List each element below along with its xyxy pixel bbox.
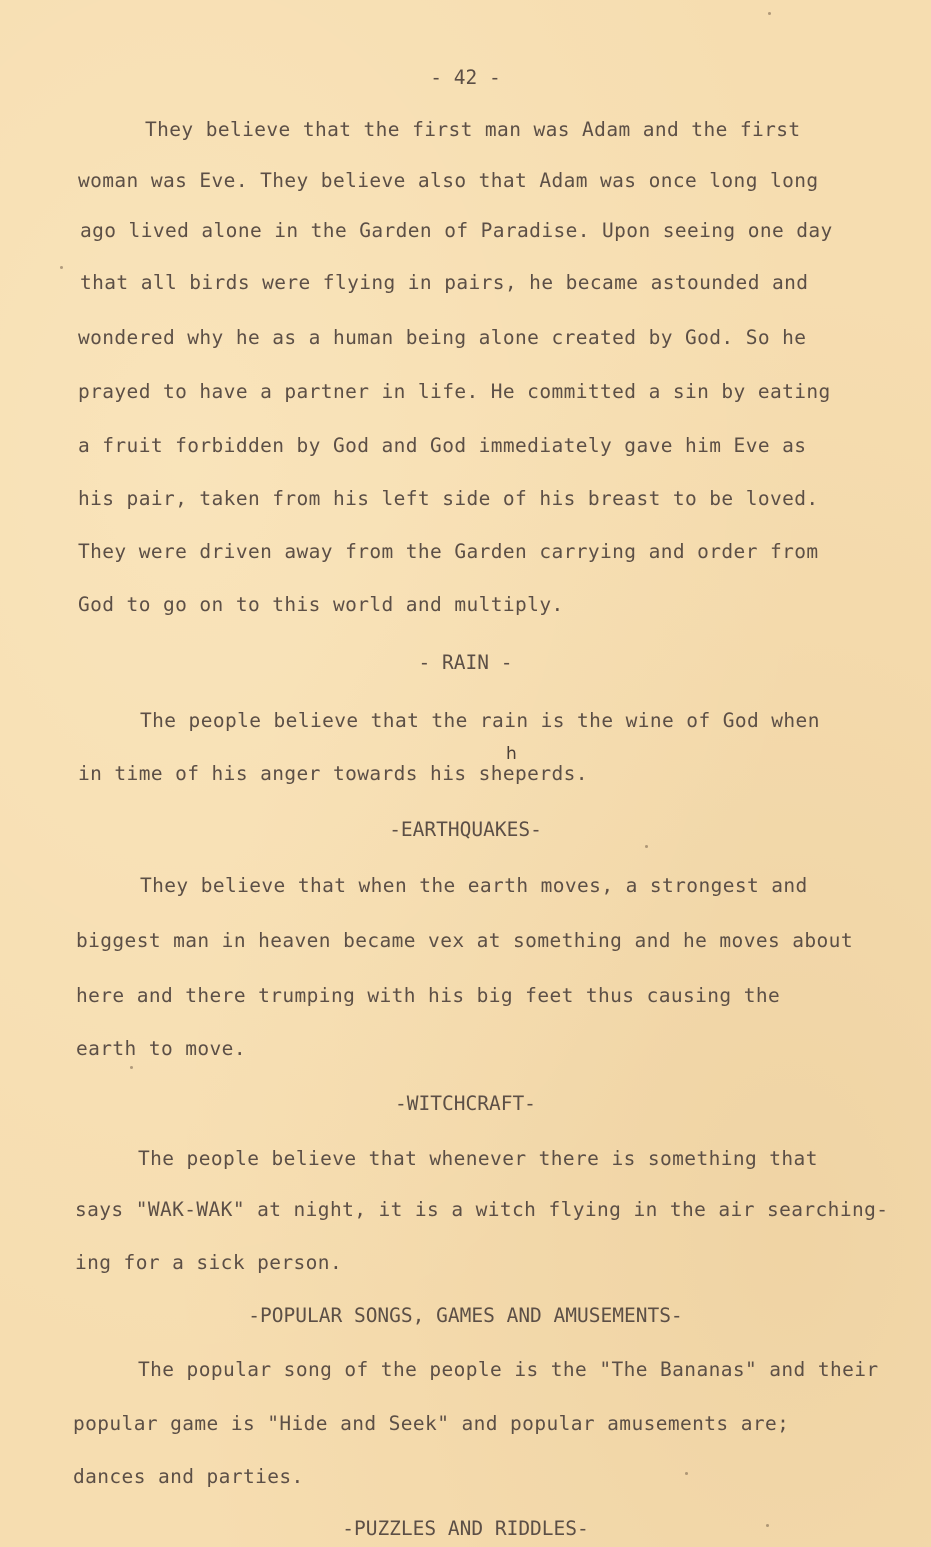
creation-line-1: They believe that the first man was Adam and the first bbox=[145, 118, 801, 141]
paper-speck bbox=[130, 1066, 133, 1069]
creation-line-5: wondered why he as a human being alone created by God. So he bbox=[78, 326, 807, 349]
creation-line-10: God to go on to this world and multiply. bbox=[78, 593, 564, 616]
earthquakes-line-2: biggest man in heaven became vex at something and he moves about bbox=[76, 929, 853, 952]
creation-line-6: prayed to have a partner in life. He committed a sin by eating bbox=[78, 380, 831, 403]
rain-line-2: in time of his anger towards his sheperds. bbox=[78, 762, 588, 785]
witchcraft-line-2: says "WAK-WAK" at night, it is a witch flying in the air searching- bbox=[75, 1198, 889, 1221]
creation-line-2: woman was Eve. They believe also that Adam was once long long bbox=[78, 169, 819, 192]
rain-line-1: The people believe that the rain is the wine of God when bbox=[140, 709, 820, 732]
songs-line-2: popular game is "Hide and Seek" and popular amusements are; bbox=[73, 1412, 790, 1435]
creation-line-7: a fruit forbidden by God and God immediately gave him Eve as bbox=[78, 434, 807, 457]
page-number: - 42 - bbox=[430, 66, 501, 89]
witchcraft-line-3: ing for a sick person. bbox=[75, 1251, 343, 1274]
handwritten-insert: h bbox=[506, 744, 517, 764]
witchcraft-heading: -WITCHCRAFT- bbox=[395, 1092, 536, 1115]
songs-heading: -POPULAR SONGS, GAMES AND AMUSEMENTS- bbox=[248, 1304, 683, 1327]
puzzles-heading: -PUZZLES AND RIDDLES- bbox=[342, 1517, 589, 1540]
creation-line-8: his pair, taken from his left side of his breast to be loved. bbox=[78, 487, 819, 510]
songs-line-3: dances and parties. bbox=[73, 1465, 304, 1488]
paper-speck bbox=[685, 1472, 688, 1475]
paper-speck bbox=[766, 1524, 769, 1527]
earthquakes-line-3: here and there trumping with his big feet thus causing the bbox=[76, 984, 781, 1007]
creation-line-4: that all birds were flying in pairs, he became astounded and bbox=[80, 271, 809, 294]
songs-line-1: The popular song of the people is the "The Bananas" and their bbox=[138, 1358, 879, 1381]
earthquakes-heading: -EARTHQUAKES- bbox=[389, 818, 542, 841]
creation-line-9: They were driven away from the Garden carrying and order from bbox=[78, 540, 819, 563]
creation-line-3: ago lived alone in the Garden of Paradise. Upon seeing one day bbox=[80, 219, 833, 242]
paper-speck bbox=[768, 12, 771, 15]
earthquakes-line-1: They believe that when the earth moves, a strongest and bbox=[140, 874, 808, 897]
paper-speck bbox=[645, 845, 648, 848]
paper-speck bbox=[60, 266, 63, 269]
earthquakes-line-4: earth to move. bbox=[76, 1037, 246, 1060]
rain-heading: - RAIN - bbox=[418, 651, 513, 674]
witchcraft-line-1: The people believe that whenever there is something that bbox=[138, 1147, 818, 1170]
